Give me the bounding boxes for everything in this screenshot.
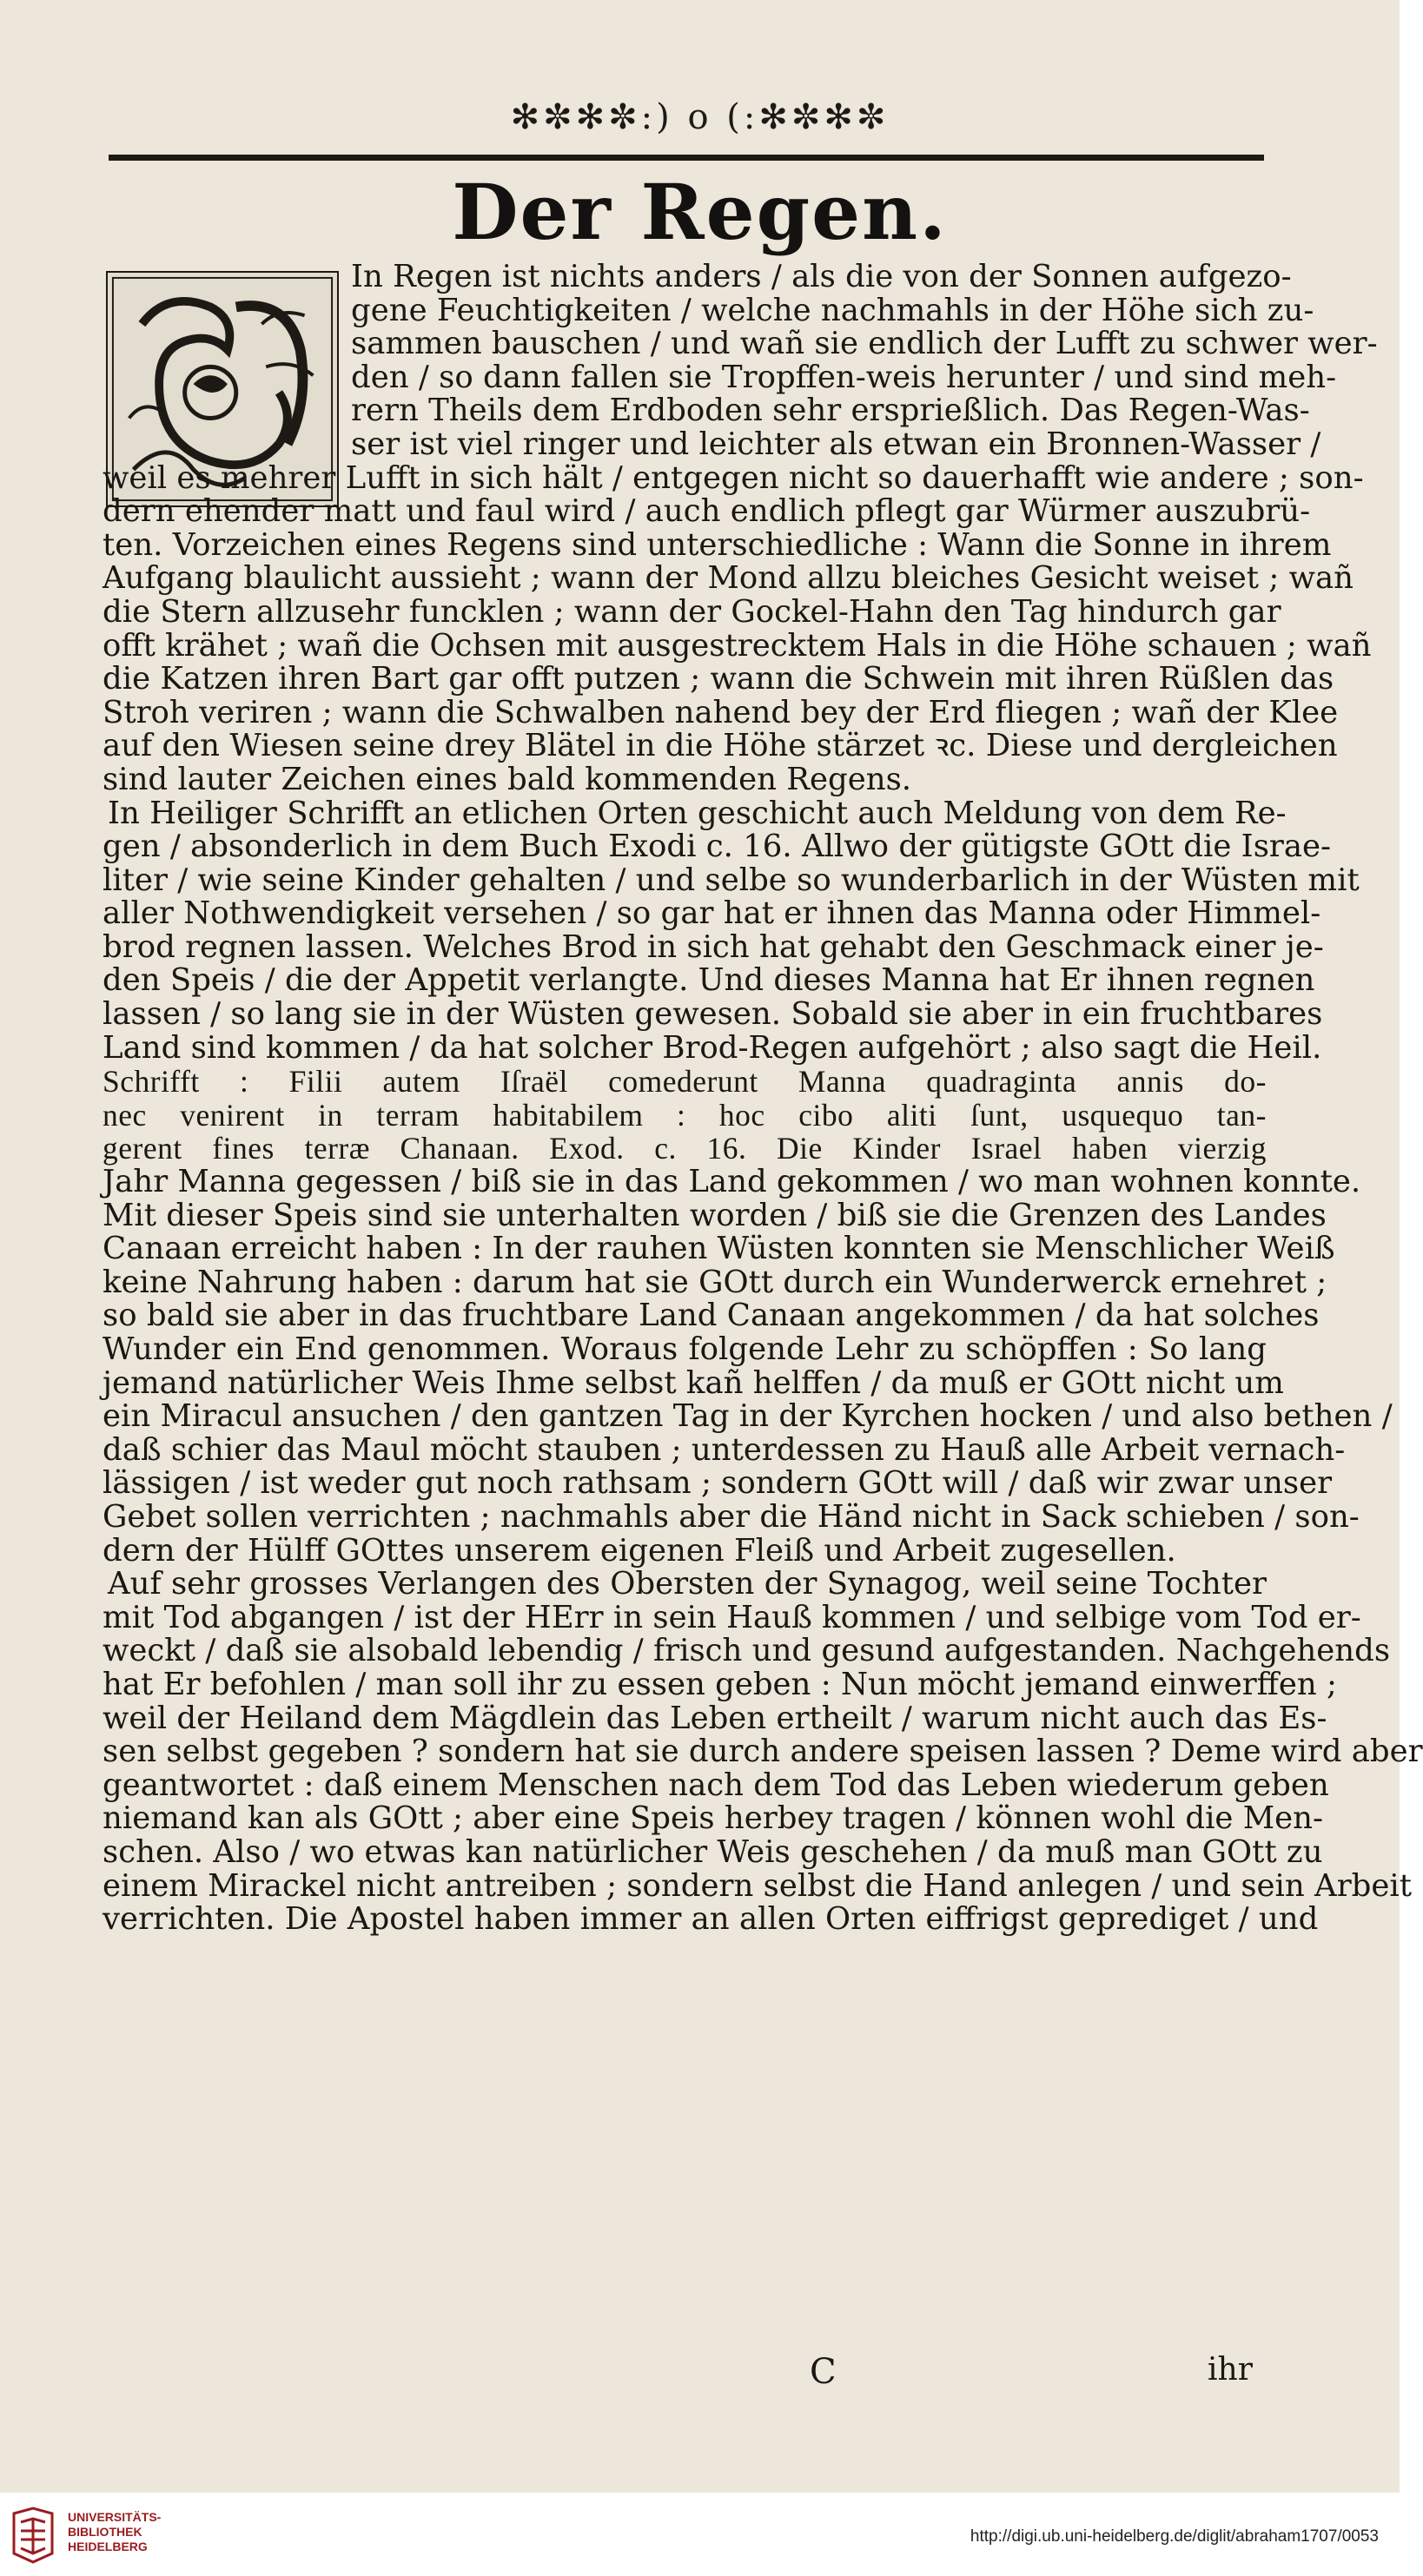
- university-library-logo-icon: [7, 2505, 59, 2566]
- text-line: Jahr Manna gegessen / biß sie in das Land gekommen / wo man wohnen konnte.: [103, 1164, 1361, 1200]
- text-line: niemand kan als GOtt ; aber eine Speis herbey tragen / können wohl die Men-: [103, 1800, 1323, 1837]
- catchword: ihr: [1208, 2352, 1253, 2388]
- text-line: verrichten. Die Apostel haben immer an allen Orten eiffrigst geprediget / und: [103, 1901, 1319, 1938]
- header-ornament: ✻✼✻✼:) o (:✻✼✻✼: [510, 97, 890, 137]
- page-footer-marks: [0, 2352, 1400, 2392]
- text-line: einem Mirackel nicht antreiben ; sondern selbst die Hand anlegen / und sein Arbeit: [103, 1867, 1413, 1904]
- header-rule: [109, 155, 1264, 161]
- library-name-line: UNIVERSITÄTS-: [68, 2510, 162, 2524]
- text-line: schen. Also / wo etwas kan natürlicher Weis geschehen / da muß man GOtt zu: [103, 1833, 1323, 1870]
- text-line: auf den Wiesen seine drey Blätel in die Höhe stärzet ꝛc. Diese und dergleichen: [103, 728, 1338, 764]
- text-line: sammen bauschen / und wañ sie endlich der Lufft zu schwer wer-: [351, 326, 1378, 362]
- text-line: Mit dieser Speis sind sie unterhalten worden / biß sie die Grenzen des Landes: [103, 1197, 1327, 1233]
- text-line: lassen / so lang sie in der Wüsten gewesen. Sobald sie aber in ein fruchtbares: [103, 996, 1323, 1033]
- text-line: dern der Hülff GOttes unserem eigenen Fleiß und Arbeit zugesellen.: [103, 1532, 1176, 1569]
- text-line: gen / absonderlich in dem Buch Exodi c. 16. Allwo der gütigste GOtt die Israe-: [103, 829, 1332, 865]
- body-text: [103, 259, 1423, 1938]
- text-line: so bald sie aber in das fruchtbare Land Canaan angekommen / da hat solches: [103, 1298, 1320, 1334]
- text-line: jemand natürlicher Weis Ihme selbst kañ helffen / da muß er GOtt nicht um: [103, 1364, 1284, 1401]
- text-line: den / so dann fallen sie Tropffen-weis herunter / und sind meh-: [351, 359, 1337, 395]
- text-line: offt krähet ; wañ die Ochsen mit ausgestrecktem Hals in die Höhe schauen ; wañ: [103, 627, 1372, 664]
- text-line: die Katzen ihren Bart gar offt putzen ; wann die Schwein mit ihren Rüßlen das: [103, 661, 1334, 697]
- text-line: ser ist viel ringer und leichter als etwan ein Bronnen-Wasser /: [351, 426, 1321, 462]
- text-line: die Stern allzusehr funcklen ; wann der Gockel-Hahn den Tag hindurch gar: [103, 593, 1281, 630]
- text-line: weil der Heiland dem Mägdlein das Leben ertheilt / warum nicht auch das Es-: [103, 1700, 1327, 1736]
- library-footer: [0, 2493, 1400, 2576]
- signature-mark: C: [810, 2352, 837, 2392]
- source-url[interactable]: http://digi.ub.uni-heidelberg.de/diglit/abraham1707/0053: [970, 2527, 1379, 2546]
- latin-quote-line: nec venirent in terram habitabilem : hoc cibo aliti ſunt, usquequo tan-: [103, 1097, 1267, 1133]
- text-line: Stroh veriren ; wann die Schwalben nahend bey der Erd fliegen ; wañ der Klee: [103, 694, 1339, 730]
- text-line: aller Nothwendigkeit versehen / so gar hat er ihnen das Manna oder Himmel-: [103, 895, 1321, 932]
- text-line: Wunder ein End genommen. Woraus folgende Lehr zu schöpffen : So lang: [103, 1331, 1267, 1367]
- text-line: ein Miracul ansuchen / den gantzen Tag in der Kyrchen hocken / und also bethen /: [103, 1398, 1393, 1435]
- text-line: weckt / daß sie alsobald lebendig / frisch und gesund aufgestanden. Nachgehends: [103, 1633, 1391, 1669]
- text-line: sind lauter Zeichen eines bald kommenden Regens.: [103, 761, 912, 797]
- text-line: rern Theils dem Erdboden sehr ersprießlich. Das Regen-Was-: [351, 393, 1310, 429]
- text-line: Auf sehr grosses Verlangen des Obersten der Synagog, weil seine Tochter: [108, 1566, 1267, 1602]
- text-line: daß schier das Maul möcht stauben ; unterdessen zu Hauß alle Arbeit vernach-: [103, 1431, 1346, 1468]
- text-line: liter / wie seine Kinder gehalten / und selbe so wunderbarlich in der Wüsten mit: [103, 862, 1360, 898]
- text-line: In Regen ist nichts anders / als die von der Sonnen aufgezo-: [351, 259, 1292, 294]
- latin-quote-line: Schrifft : Filii autem Iſraël comederunt Manna quadraginta annis do-: [103, 1064, 1267, 1100]
- library-name-line: BIBLIOTHEK: [68, 2525, 142, 2539]
- text-line: sen selbst gegeben ? sondern hat sie durch andere speisen lassen ? Deme wird aber: [103, 1734, 1423, 1770]
- page-title: Der Regen.: [452, 167, 948, 257]
- text-line: Gebet sollen verrichten ; nachmahls aber die Händ nicht in Sack schieben / son-: [103, 1498, 1360, 1535]
- text-line: hat Er befohlen / man soll ihr zu essen geben : Nun möcht jemand einwerffen ;: [103, 1666, 1338, 1702]
- text-line: mit Tod abgangen / ist der HErr in sein Hauß kommen / und selbige vom Tod er-: [103, 1599, 1361, 1635]
- text-line: In Heiliger Schrifft an etlichen Orten geschicht auch Meldung von dem Re-: [108, 795, 1287, 831]
- text-line: Canaan erreicht haben : In der rauhen Wüsten konnten sie Menschlicher Weiß: [103, 1231, 1335, 1267]
- library-name: [68, 2510, 161, 2554]
- text-line: ten. Vorzeichen eines Regens sind unterschiedliche : Wann die Sonne in ihrem: [103, 526, 1332, 563]
- latin-quote-line: gerent fines terræ Chanaan. Exod. c. 16. Die Kinder Israel haben vierzig: [103, 1131, 1267, 1166]
- text-line: gene Feuchtigkeiten / welche nachmahls in der Höhe sich zu-: [351, 292, 1314, 328]
- text-line: keine Nahrung haben : darum hat sie GOtt durch ein Wunderwerck ernehret ;: [103, 1264, 1327, 1300]
- text-line: Land sind kommen / da hat solcher Brod-Regen aufgehört ; also sagt die Heil.: [103, 1029, 1322, 1066]
- text-line: weil es mehrer Lufft in sich hält / entgegen nicht so dauerhafft wie andere ; son-: [103, 459, 1364, 496]
- text-line: lässigen / ist weder gut noch rathsam ; sondern GOtt will / daß wir zwar unser: [103, 1465, 1333, 1502]
- text-line: dern ehender matt und faul wird / auch endlich pflegt gar Würmer auszubrü-: [103, 493, 1311, 530]
- text-line: geantwortet : daß einem Menschen nach dem Tod das Leben wiederum geben: [103, 1767, 1329, 1803]
- text-line: den Speis / die der Appetit verlangte. Und dieses Manna hat Er ihnen regnen: [103, 962, 1315, 999]
- text-line: Aufgang blaulicht aussieht ; wann der Mond allzu bleiches Gesicht weiset ; wañ: [103, 560, 1354, 597]
- library-name-line: HEIDELBERG: [68, 2540, 148, 2553]
- text-line: brod regnen lassen. Welches Brod in sich hat gehabt den Geschmack einer je-: [103, 928, 1324, 965]
